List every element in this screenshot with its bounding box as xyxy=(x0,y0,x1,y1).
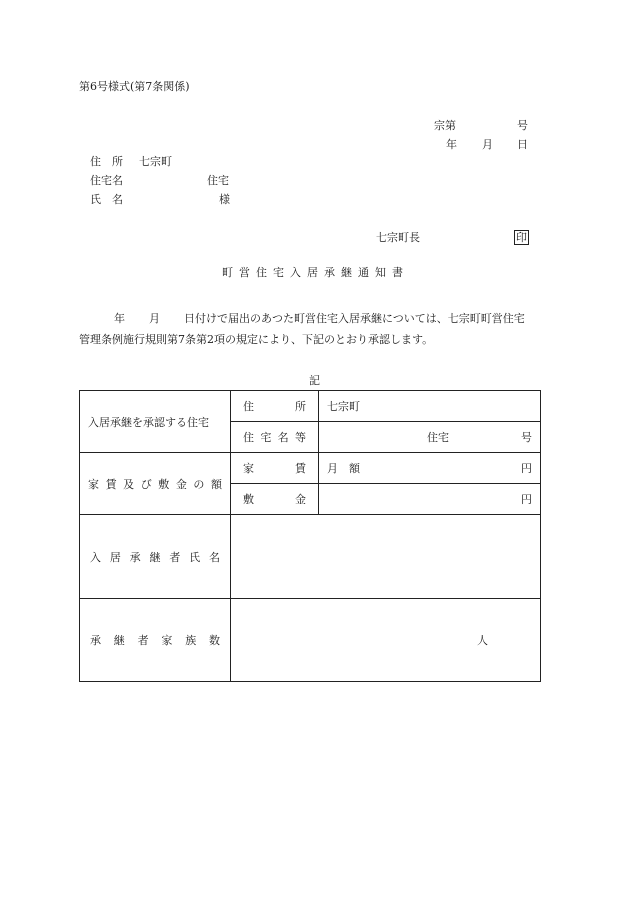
date-day: 日 xyxy=(517,138,528,151)
document-title: 町営住宅入居承継通知書 xyxy=(222,266,409,279)
body-month: 月 xyxy=(149,312,160,325)
table-rent-label: 家 賃 xyxy=(231,453,319,484)
doc-number-prefix: 宗第 xyxy=(434,119,456,132)
approval-table xyxy=(79,390,541,682)
address-label: 住 所 xyxy=(90,155,123,168)
family-count-value xyxy=(231,599,541,682)
persons-unit: 人 xyxy=(477,634,488,647)
name-label: 氏 名 xyxy=(90,193,123,206)
table-housing-no-value xyxy=(319,422,541,453)
family-heading: 承 継 者 家 族 数 xyxy=(80,599,231,682)
number-word: 号 xyxy=(521,431,532,444)
yen-unit-rent: 円 xyxy=(521,462,532,475)
record-mark: 記 xyxy=(309,374,320,387)
housing-word: 住宅 xyxy=(427,431,449,444)
table-rent-value xyxy=(319,453,541,484)
address-value: 七宗町 xyxy=(139,155,172,168)
table-address-value: 七宗町 xyxy=(319,391,541,422)
housing-heading: 入居承継を承認する住宅 xyxy=(80,391,231,453)
housing-suffix: 住宅 xyxy=(207,174,229,187)
name-honorific: 様 xyxy=(219,193,230,206)
rent-heading: 家 賃 及 び 敷 金 の 額 xyxy=(80,453,231,515)
date-month: 月 xyxy=(482,138,493,151)
doc-number-suffix: 号 xyxy=(517,119,528,132)
body-line2: 管理条例施行規則第7条第2項の規定により、下記のとおり承認します。 xyxy=(79,333,434,346)
body-year: 年 xyxy=(114,312,125,325)
housing-label: 住宅名 xyxy=(90,174,123,187)
body-line1: 日付けで届出のあつた町営住宅入居承継については、七宗町町営住宅 xyxy=(184,312,525,325)
seal-mark: 印 xyxy=(516,231,527,244)
yen-unit-deposit: 円 xyxy=(319,484,541,515)
form-number: 第6号様式(第7条関係) xyxy=(79,80,190,93)
monthly-label: 月 額 xyxy=(327,462,360,475)
date-year: 年 xyxy=(446,138,457,151)
issuer-title: 七宗町長 xyxy=(376,231,420,244)
table-housing-no-label: 住 宅 名 等 xyxy=(231,422,319,453)
table-address-label: 住 所 xyxy=(231,391,319,422)
successor-heading: 入 居 承 継 者 氏 名 xyxy=(80,515,231,599)
successor-name-value xyxy=(231,515,541,599)
table-deposit-label: 敷 金 xyxy=(231,484,319,515)
